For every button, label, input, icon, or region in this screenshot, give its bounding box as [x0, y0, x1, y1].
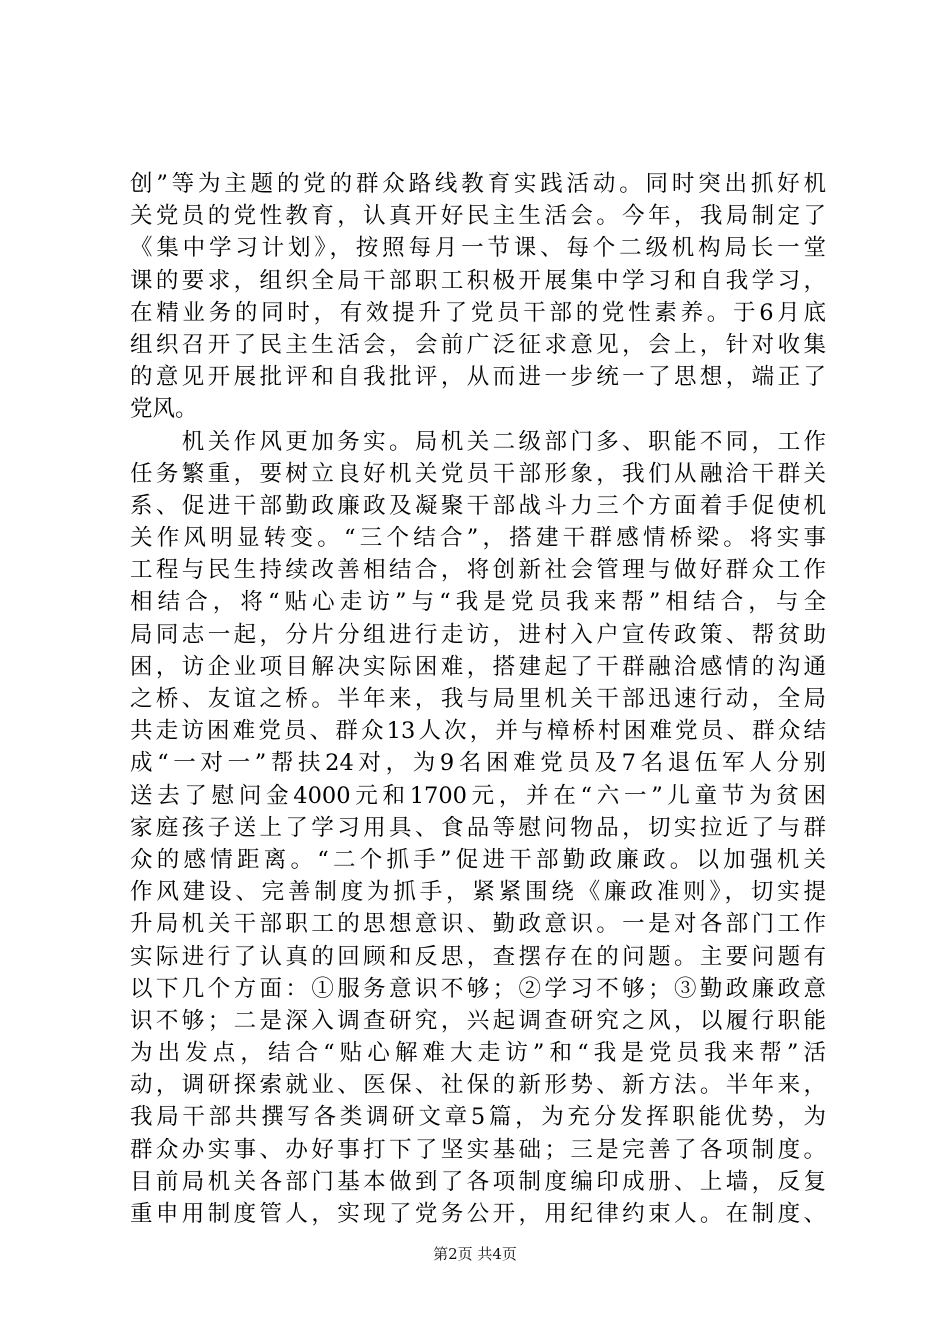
text-line: 关党员的党性教育，认真开好民主生活会。今年，我局制定了	[130, 203, 826, 230]
text-line: 送去了慰问金4000元和1700元，并在“六一”儿童节为贫困	[130, 782, 826, 809]
text-line: 我局干部共撰写各类调研文章5篇，为充分发挥职能优势，为	[130, 1104, 826, 1131]
text-line: 系、促进干部勤政廉政及凝聚干部战斗力三个方面着手促使机	[130, 492, 826, 519]
text-line: 党风。	[130, 396, 198, 423]
text-line: 重申用制度管人，实现了党务公开，用纪律约束人。在制度、	[130, 1201, 826, 1227]
text-line: 局同志一起，分片分组进行走访，进村入户宣传政策、帮贫助	[130, 621, 826, 648]
text-line: 作风建设、完善制度为抓手，紧紧围绕《廉政准则》，切实提	[130, 879, 826, 906]
text-line: 在精业务的同时，有效提升了党员干部的党性素养。于6月底	[130, 299, 826, 326]
text-line: 识不够；二是深入调查研究，兴起调查研究之风，以履行职能	[130, 1007, 826, 1034]
page-footer: 第2页 共4页	[433, 1245, 517, 1263]
text-line: 关作风明显转变。“三个结合”，搭建干群感情桥梁。将实事	[130, 525, 826, 552]
text-line: 家庭孩子送上了学习用具、食品等慰问物品，切实拉近了与群	[130, 814, 826, 841]
text-line: 目前局机关各部门基本做到了各项制度编印成册、上墙，反复	[130, 1168, 826, 1195]
text-line: 实际进行了认真的回顾和反思，查摆存在的问题。主要问题有	[130, 943, 826, 970]
text-line: 机关作风更加务实。局机关二级部门多、职能不同，工作	[130, 428, 826, 455]
text-line: 成“一对一”帮扶24对，为9名困难党员及7名退伍军人分别	[130, 750, 826, 777]
text-line: 共走访困难党员、群众13人次，并与樟桥村困难党员、群众结	[130, 718, 826, 745]
text-line: 众的感情距离。“二个抓手”促进干部勤政廉政。以加强机关	[130, 846, 826, 873]
text-line: 工程与民生持续改善相结合，将创新社会管理与做好群众工作	[130, 557, 826, 584]
text-line: 课的要求，组织全局干部职工积极开展集中学习和自我学习，	[130, 267, 826, 294]
text-line: 的意见开展批评和自我批评，从而进一步统一了思想，端正了	[130, 364, 826, 391]
text-line: 升局机关干部职工的思想意识、勤政意识。一是对各部门工作	[130, 911, 826, 938]
text-line: 困，访企业项目解决实际困难，搭建起了干群融洽感情的沟通	[130, 653, 826, 680]
text-line: 组织召开了民主生活会，会前广泛征求意见，会上，针对收集	[130, 331, 826, 358]
text-line: 群众办实事、办好事打下了坚实基础；三是完善了各项制度。	[130, 1136, 826, 1163]
text-line: 之桥、友谊之桥。半年来，我与局里机关干部迅速行动，全局	[130, 686, 826, 712]
text-line: 动，调研探索就业、医保、社保的新形势、新方法。半年来，	[130, 1072, 826, 1099]
text-line: 相结合，将“贴心走访”与“我是党员我来帮”相结合，与全	[130, 589, 826, 616]
document-body	[130, 168, 826, 1230]
text-line: 任务繁重，要树立良好机关党员干部形象，我们从融洽干群关	[130, 460, 826, 487]
text-line: 创”等为主题的党的群众路线教育实践活动。同时突出抓好机	[130, 171, 826, 197]
text-line: 《集中学习计划》，按照每月一节课、每个二级机构局长一堂	[130, 235, 826, 262]
text-line: 为出发点，结合“贴心解难大走访”和“我是党员我来帮”活	[130, 1040, 826, 1067]
text-line: 以下几个方面：①服务意识不够；②学习不够；③勤政廉政意	[130, 975, 826, 1002]
